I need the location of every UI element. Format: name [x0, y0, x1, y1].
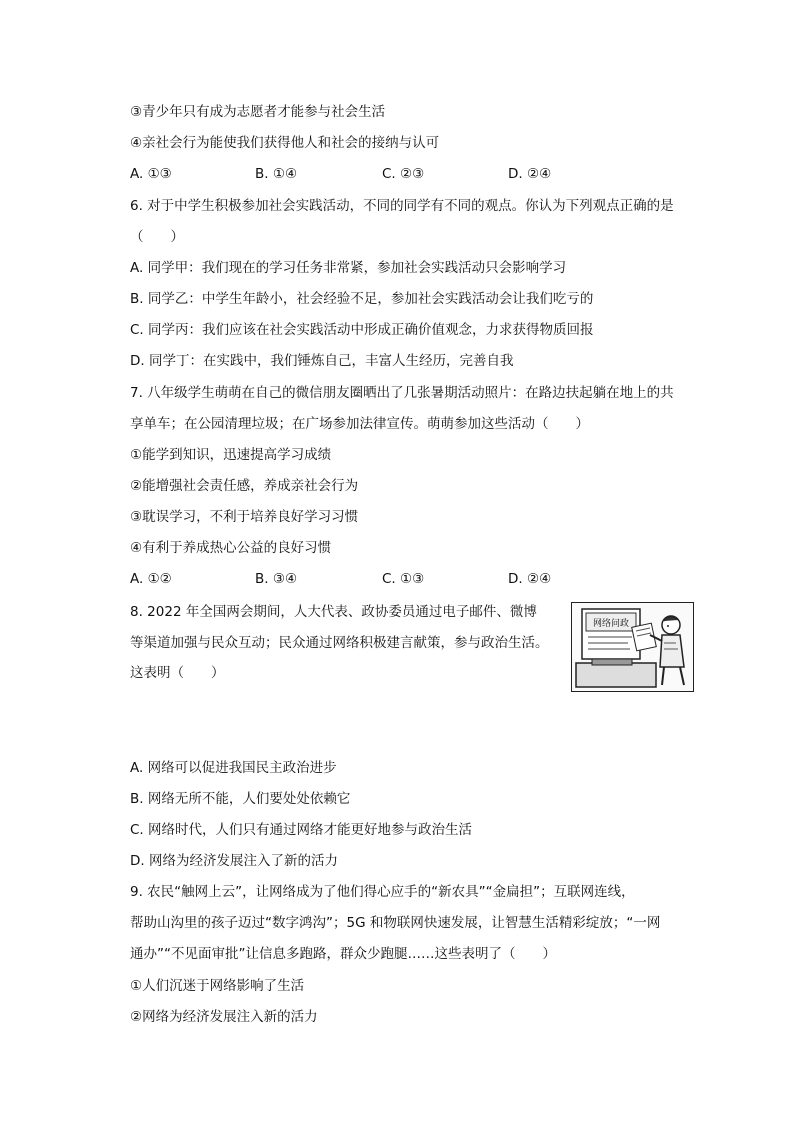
q7-option-b[interactable]: B. ③④ [255, 571, 298, 587]
q5-option-d[interactable]: D. ②④ [508, 166, 552, 182]
q7-option-c[interactable]: C. ①③ [382, 571, 425, 587]
q8-option-d[interactable]: D. 网络为经济发展注入了新的活力 [130, 853, 338, 869]
q7-option-a[interactable]: A. ①② [130, 571, 172, 587]
q7-item-2: ②能增强社会责任感，养成亲社会行为 [130, 478, 359, 494]
q5-item-3: ③青少年只有成为志愿者才能参与社会生活 [130, 104, 386, 120]
q5-option-b[interactable]: B. ①④ [255, 166, 298, 182]
q6-stem-line1: 6. 对于中学生积极参加社会实践活动，不同的同学有不同的观点。你认为下列观点正确的是 [130, 198, 674, 214]
q6-option-b[interactable]: B. 同学乙：中学生年龄小，社会经验不足，参加社会实践活动会让我们吃亏的 [130, 291, 594, 307]
q5-option-a[interactable]: A. ①③ [130, 166, 172, 182]
q7-item-3: ③耽误学习，不利于培养良好学习习惯 [130, 509, 359, 525]
screen-label: 网络问政 [592, 619, 630, 629]
q8-stem-line1: 8. 2022 年全国两会期间，人大代表、政协委员通过电子邮件、微博 [130, 604, 537, 620]
q9-stem-line3: 通办”“不见面审批”让信息多跑路，群众少跑腿……这些表明了（ ） [130, 946, 556, 962]
q7-item-4: ④有利于养成热心公益的良好习惯 [130, 540, 332, 556]
q9-stem-line2: 帮助山沟里的孩子迈过“数字鸿沟”；5G 和物联网快速发展，让智慧生活精彩绽放；“一网 [130, 915, 661, 931]
q9-item-2: ②网络为经济发展注入新的活力 [130, 1009, 318, 1025]
q7-stem-line1: 7. 八年级学生萌萌在自己的微信朋友圈晒出了几张暑期活动照片：在路边扶起躺在地上的共 [130, 385, 674, 401]
person-at-computer-icon [572, 603, 693, 691]
q7-stem-line2: 享单车；在公园清理垃圾；在广场参加法律宣传。萌萌参加这些活动（ ） [130, 416, 589, 432]
q8-stem-line2: 等渠道加强与民众互动；民众通过网络积极建言献策，参与政治生活。 [130, 635, 549, 651]
q7-item-1: ①能学到知识，迅速提高学习成绩 [130, 447, 332, 463]
q6-option-d[interactable]: D. 同学丁：在实践中，我们锤炼自己，丰富人生经历，完善自我 [130, 353, 514, 369]
q9-stem-line1: 9. 农民“触网上云”，让网络成为了他们得心应手的“新农具”“金扁担”；互联网连线， [130, 884, 635, 900]
q8-option-c[interactable]: C. 网络时代，人们只有通过网络才能更好地参与政治生活 [130, 822, 473, 838]
q7-option-d[interactable]: D. ②④ [508, 571, 552, 587]
q9-item-1: ①人们沉迷于网络影响了生活 [130, 978, 305, 994]
q6-stem-line2: （ ） [130, 229, 184, 245]
q8-stem-line3: 这表明（ ） [130, 665, 225, 681]
q8-option-a[interactable]: A. 网络可以促进我国民主政治进步 [130, 760, 337, 776]
q5-option-c[interactable]: C. ②③ [382, 166, 425, 182]
q6-option-a[interactable]: A. 同学甲：我们现在的学习任务非常紧，参加社会实践活动只会影响学习 [130, 260, 567, 276]
q6-option-c[interactable]: C. 同学丙：我们应该在社会实践活动中形成正确价值观念，力求获得物质回报 [130, 322, 594, 338]
q5-item-4: ④亲社会行为能使我们获得他人和社会的接纳与认可 [130, 135, 440, 151]
q8-option-b[interactable]: B. 网络无所不能，人们要处处依赖它 [130, 791, 351, 807]
q8-illustration [571, 602, 694, 692]
